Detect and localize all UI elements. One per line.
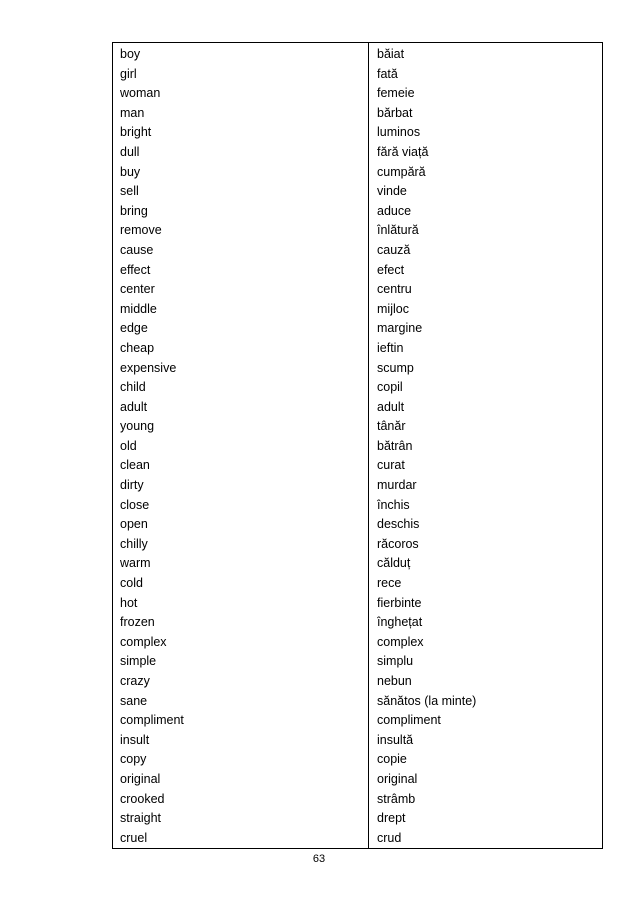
romanian-word: complex: [377, 634, 424, 649]
romanian-word: strâmb: [377, 791, 416, 806]
romanian-word: înlătură: [377, 223, 419, 238]
english-word: open: [120, 517, 148, 532]
romanian-word: simplu: [377, 654, 414, 669]
english-word: close: [120, 497, 150, 512]
romanian-word: fără viață: [377, 144, 429, 159]
romanian-word: cauză: [377, 242, 411, 257]
romanian-word: copil: [377, 380, 403, 395]
english-word: copy: [120, 752, 147, 767]
english-word: crooked: [120, 791, 165, 806]
romanian-word: curat: [377, 458, 405, 473]
english-word: boy: [120, 47, 141, 61]
english-word: man: [120, 105, 145, 120]
english-word: middle: [120, 301, 157, 316]
romanian-word: femeie: [377, 86, 415, 101]
romanian-word: efect: [377, 262, 405, 277]
romanian-word: fată: [377, 66, 398, 81]
english-word: sane: [120, 693, 148, 708]
romanian-word: înghețat: [377, 615, 423, 630]
romanian-word: drept: [377, 811, 406, 826]
romanian-word: insultă: [377, 732, 414, 747]
english-word: child: [120, 380, 146, 395]
romanian-word: luminos: [377, 125, 421, 140]
english-word: cheap: [120, 340, 155, 355]
english-word: complex: [120, 634, 167, 649]
english-word: effect: [120, 262, 151, 277]
vocabulary-table: [112, 42, 603, 849]
english-word: adult: [120, 399, 148, 414]
english-word: cruel: [120, 830, 148, 845]
english-word: warm: [120, 556, 151, 571]
romanian-word: vinde: [377, 184, 407, 199]
romanian-word: cumpără: [377, 164, 426, 179]
romanian-word: rece: [377, 576, 402, 591]
romanian-word: închis: [377, 497, 410, 512]
english-word: cold: [120, 576, 143, 591]
english-word: edge: [120, 321, 148, 336]
english-word: simple: [120, 654, 157, 669]
english-word: clean: [120, 458, 150, 473]
romanian-word: mijloc: [377, 301, 409, 316]
english-word: woman: [120, 86, 161, 101]
english-word: hot: [120, 595, 138, 610]
english-word: straight: [120, 811, 161, 826]
romanian-word: tânăr: [377, 419, 406, 434]
romanian-word: centru: [377, 282, 412, 297]
english-word: buy: [120, 164, 141, 179]
romanian-word: murdar: [377, 478, 417, 493]
english-word: remove: [120, 223, 162, 238]
romanian-word: sănătos (la minte): [377, 693, 477, 708]
romanian-word: bătrân: [377, 438, 413, 453]
romanian-word: nebun: [377, 674, 412, 688]
romanian-word: răcoros: [377, 536, 419, 551]
romanian-word: ieftin: [377, 340, 404, 355]
english-word: crazy: [120, 674, 150, 688]
english-word: bright: [120, 125, 152, 140]
english-word: center: [120, 282, 155, 297]
romanian-word: băiat: [377, 47, 405, 61]
romanian-word: crud: [377, 830, 402, 845]
english-word: dirty: [120, 478, 144, 493]
romanian-word: copie: [377, 752, 407, 767]
english-word: original: [120, 771, 161, 786]
romanian-word: compliment: [377, 713, 441, 728]
romanian-word: margine: [377, 321, 423, 336]
english-word: dull: [120, 144, 140, 159]
english-word: compliment: [120, 713, 184, 728]
romanian-word: adult: [377, 399, 405, 414]
english-word: chilly: [120, 536, 148, 551]
english-word: insult: [120, 732, 150, 747]
english-word: sell: [120, 184, 139, 199]
romanian-word: original: [377, 771, 418, 786]
english-column: [113, 43, 369, 848]
english-word: frozen: [120, 615, 155, 630]
page-number: 63: [312, 853, 326, 865]
romanian-column: [369, 43, 602, 848]
romanian-word: călduț: [377, 556, 411, 571]
romanian-word: bărbat: [377, 105, 413, 120]
english-word: girl: [120, 66, 137, 81]
english-word: cause: [120, 242, 154, 257]
romanian-word: scump: [377, 360, 414, 375]
english-word: young: [120, 419, 155, 434]
english-word: expensive: [120, 360, 177, 375]
romanian-word: deschis: [377, 517, 420, 532]
english-word: bring: [120, 203, 148, 218]
romanian-word: fierbinte: [377, 595, 422, 610]
english-word: old: [120, 438, 137, 453]
romanian-word: aduce: [377, 203, 412, 218]
